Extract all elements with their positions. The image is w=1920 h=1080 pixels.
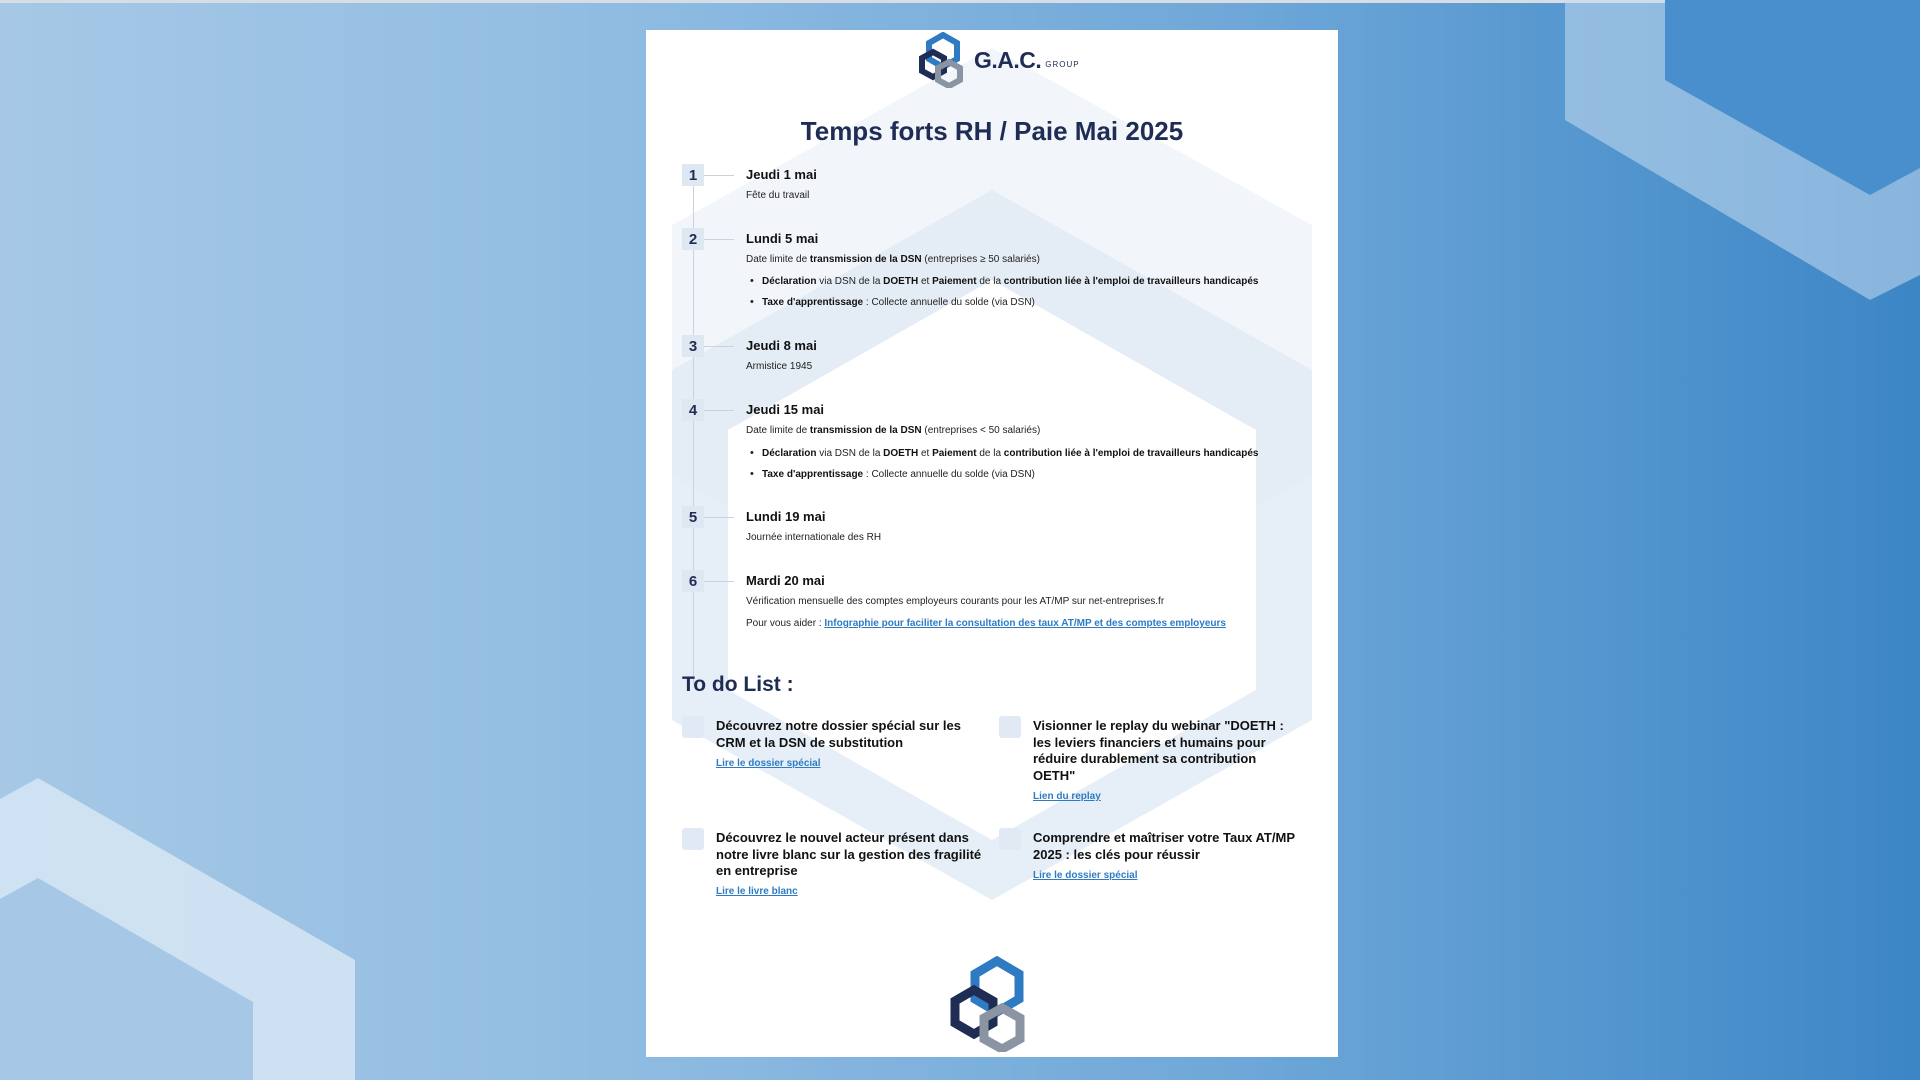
event-date: Jeudi 1 mai xyxy=(746,167,817,182)
todo-text: Visionner le replay du webinar "DOETH : les leviers financiers et humains pour réduire durablement sa contribution OETH" xyxy=(1033,718,1284,783)
event-bullet: • Taxe d'apprentissage : Collecte annuelle du solde (via DSN) xyxy=(762,469,1035,480)
event-date: Lundi 5 mai xyxy=(746,231,819,246)
todo-text: Comprendre et maîtriser votre Taux AT/MP 2025 : les clés pour réussir xyxy=(1033,830,1295,862)
page-background-hexagon xyxy=(646,30,1338,1057)
brand-suffix: GROUP xyxy=(1045,59,1080,69)
infographie-link[interactable]: Infographie pour faciliter la consultation des taux AT/MP et des comptes employeurs xyxy=(824,618,1226,629)
gac-logo-icon xyxy=(916,32,970,88)
brand-logo xyxy=(916,30,1080,90)
event-description: Armistice 1945 xyxy=(746,361,813,372)
timeline-line xyxy=(693,175,694,685)
todo-checkbox[interactable] xyxy=(999,828,1021,850)
todo-link[interactable]: Lien du replay xyxy=(1033,791,1101,802)
event-description: Vérification mensuelle des comptes employeurs courants pour les AT/MP sur net-entreprises.fr xyxy=(746,596,1165,607)
background-hexagon-top-right xyxy=(1560,0,1920,310)
todo-link[interactable]: Lire le livre blanc xyxy=(716,886,798,897)
event-bullet: • Taxe d'apprentissage : Collecte annuelle du solde (via DSN) xyxy=(762,297,1035,308)
event-description: Journée internationale des RH xyxy=(746,532,882,543)
document-page xyxy=(646,30,1338,1057)
timeline-connector xyxy=(704,517,734,518)
todo-link[interactable]: Lire le dossier spécial xyxy=(716,758,821,769)
todo-checkbox[interactable] xyxy=(682,828,704,850)
timeline-connector xyxy=(704,239,734,240)
gac-logo-icon xyxy=(947,956,1037,1052)
todo-title: To do List : xyxy=(682,673,794,696)
timeline-connector xyxy=(704,175,734,176)
todo-text: Découvrez notre dossier spécial sur les CRM et la DSN de substitution xyxy=(716,718,961,750)
todo-checkbox[interactable] xyxy=(682,716,704,738)
todo-checkbox[interactable] xyxy=(999,716,1021,738)
todo-link[interactable]: Lire le dossier spécial xyxy=(1033,870,1138,881)
event-number: 3 xyxy=(682,335,704,357)
event-date: Jeudi 8 mai xyxy=(746,338,817,353)
event-number: 6 xyxy=(682,570,704,592)
event-date: Lundi 19 mai xyxy=(746,509,826,524)
event-number: 4 xyxy=(682,399,704,421)
timeline-connector xyxy=(704,410,734,411)
background-hexagon-bottom-left xyxy=(0,770,360,1080)
todo-text: Découvrez le nouvel acteur présent dans notre livre blanc sur la gestion des fragilité en entreprise xyxy=(716,830,982,878)
page-title: Temps forts RH / Paie Mai 2025 xyxy=(800,116,1184,146)
brand-name: G.A.C. xyxy=(974,46,1042,73)
event-description: Date limite de transmission de la DSN (entreprises < 50 salariés) xyxy=(746,425,1041,436)
event-help-line: Pour vous aider : Infographie pour faciliter la consultation des taux AT/MP et des comptes employeurs xyxy=(746,618,1226,629)
event-date: Jeudi 15 mai xyxy=(746,402,825,417)
event-number: 2 xyxy=(682,228,704,250)
event-bullet: • Déclaration via DSN de la DOETH et Paiement de la contribution liée à l'emploi de travailleurs handicapés xyxy=(762,276,1258,287)
event-date: Mardi 20 mai xyxy=(746,573,825,588)
event-number: 5 xyxy=(682,506,704,528)
event-number: 1 xyxy=(682,164,704,186)
timeline-connector xyxy=(704,581,734,582)
timeline-connector xyxy=(704,346,734,347)
event-description: Fête du travail xyxy=(746,190,810,201)
event-description: Date limite de transmission de la DSN (entreprises ≥ 50 salariés) xyxy=(746,254,1040,265)
event-bullet: • Déclaration via DSN de la DOETH et Paiement de la contribution liée à l'emploi de travailleurs handicapés xyxy=(762,448,1258,459)
